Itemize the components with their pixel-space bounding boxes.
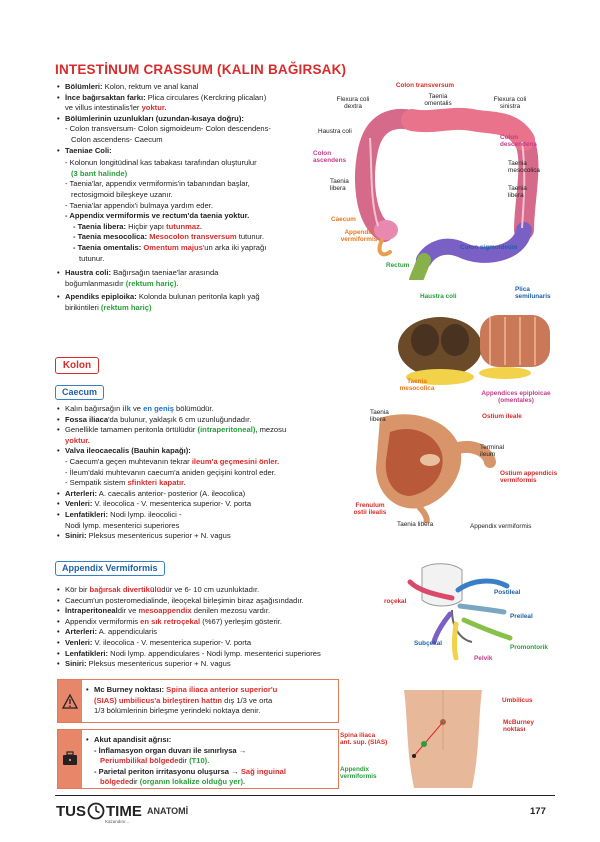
label-promontorik: Promontorik xyxy=(510,644,548,651)
label-terminal-ileum: Terminal ileum xyxy=(480,444,505,459)
caecum-list xyxy=(57,404,372,542)
appendix-list xyxy=(57,585,417,670)
label-preileal: Preileal xyxy=(510,613,533,620)
list-item: • İnce bağırsaktan farkı: Plica circulares (Kerckring plicaları) ve villus intestinalis'ler yoktur. xyxy=(57,93,322,114)
list-item: - Sempatik sistem sfinkteri kapatır. xyxy=(65,478,186,488)
list-item: • Valva ileocaecalis (Bauhin kapağı): xyxy=(57,446,372,457)
page-title: INTESTİNUM CRASSUM (KALIN BAĞIRSAK) xyxy=(55,62,347,77)
list-item: - Caecum'a geçen muhtevanın tekrar ileum'a geçmesini önler. xyxy=(65,456,280,466)
list-item: • Arterleri: A. appendicularis xyxy=(57,627,417,638)
mcburney-note xyxy=(57,679,339,723)
label-flexura-coli-sinistra: Flexura coli sinistra xyxy=(493,96,527,111)
page-number: 177 xyxy=(530,806,546,817)
list-item: - İleum'daki muhtevanın caecum'a aniden geçişini kontrol eder. xyxy=(65,467,277,477)
list-item: • Genellikle tamamen peritonla örtülüdür (intraperitoneal), mezosu yoktur. xyxy=(57,425,372,446)
list-item: • Bölümleri: Kolon, rektum ve anal kanal xyxy=(57,82,322,93)
label-taenia-mesocolica: Taenia mesocolica xyxy=(508,160,540,175)
list-item: - Taenia'lar, appendix vermiformis'in tabanından başlar, rectosigmoid bileşkeye uzanır. xyxy=(65,179,250,199)
label-subcekal: Subçekal xyxy=(414,640,443,647)
brand-left: TUS xyxy=(56,802,86,820)
appendicitis-note-text: • Akut apandisit ağrısı: - İnflamasyon organ duvarı ile sınırlıysa → Periumbilikal bölgededir (T10). - Parietal periton irritasyonu oluşursa → Sağ inguinal bölgededir (organın lokalize olduğu yer). xyxy=(86,735,332,788)
list-item: • Venleri: V. ileocolica - V. mesenterica superior- V. porta xyxy=(57,638,417,649)
label-appendix-vermiformis-detail: Appendix vermiformis xyxy=(470,523,532,530)
list-item: - Appendix vermiformis ve rectum'da taenia yoktur. xyxy=(65,211,250,221)
list-item: • Siniri: Pleksus mesentericus superior + N. vagus xyxy=(57,531,372,542)
section-heading-appendix: Appendix Vermiformis xyxy=(55,561,165,576)
label-caecum: Caecum xyxy=(331,216,356,223)
clock-icon xyxy=(87,802,105,820)
label-colon-sigmoideum: Colon sigmoideum xyxy=(460,244,518,251)
mcburney-abdomen-figure xyxy=(398,690,488,788)
list-item: • Bölümlerinin uzunlukları (uzundan-kısaya doğru): xyxy=(57,114,322,125)
label-retrocekal: roçekal xyxy=(384,598,407,605)
label-spina-iliaca: Spina iliaca ant. sup. (SIAS) xyxy=(340,732,388,747)
list-item: • Apendiks epiploika: Kolonda bulunan peritonla kaplı yağ birikintileri (rektum hariç) xyxy=(57,292,322,313)
label-umbilicus: Umbilicus xyxy=(502,697,533,704)
label-taenia-libera-left: Taenia libera xyxy=(330,178,349,193)
appendicitis-note xyxy=(57,729,339,789)
label-haustra-coli-detail: Haustra coli xyxy=(420,293,457,300)
label-taenia-libera-right: Taenia libera xyxy=(508,185,527,200)
list-item: • Haustra coli: Bağırsağın taeniae'lar arasında boğumlanmasıdır (rektum hariç). xyxy=(57,268,322,289)
label-flexura-coli-dextra: Flexura coli dextra xyxy=(336,96,370,111)
briefcase-icon xyxy=(58,730,82,790)
label-mcburney-noktasi: McBurney noktası xyxy=(503,719,534,734)
label-taenia-mesocolica-detail: Taenia mesocolica xyxy=(399,378,435,393)
list-item: • Kalın bağırsağın ilk ve en geniş bölümüdür. xyxy=(57,404,372,415)
label-taenia-libera-top: Taenia libera xyxy=(370,409,389,424)
footer-divider xyxy=(55,795,555,796)
list-item: - Taenia mesocolica: Mesocolon transversum tutunur. xyxy=(73,232,265,242)
label-appendix-vermiformis: Appendix vermiformis xyxy=(340,229,378,244)
warning-icon-box xyxy=(58,680,82,722)
list-item: • Siniri: Pleksus mesentericus superior + N. vagus xyxy=(57,659,417,670)
label-rectum: Rectum xyxy=(386,262,410,269)
label-colon-transversum: Colon transversum xyxy=(395,82,455,89)
label-haustra-coli: Haustra coli xyxy=(318,128,352,135)
brand-right: TIME xyxy=(106,802,142,820)
label-colon-descendens: Colon descendens xyxy=(500,134,537,149)
list-item: • Taeniae Coli: xyxy=(57,146,322,157)
list-item: Colon ascendens- Caecum xyxy=(71,134,163,144)
list-item: • Appendix vermiformis en sık retroçekal (%67) yerleşim gösterir. xyxy=(57,617,417,628)
section-label-kolon: Kolon xyxy=(55,357,99,374)
label-pelvik: Pelvik xyxy=(474,655,493,662)
intro-list xyxy=(57,82,322,313)
label-frenulum: Frenulum ostii ilealis xyxy=(353,502,387,517)
list-item: • Caecum'un posteromedialinde, ileoçekal birleşimin biraz aşağısındadır. xyxy=(57,596,417,607)
list-item: • İntraperitonealdir ve mesoappendix denilen mezosu vardır. xyxy=(57,606,417,617)
label-appendix-vermiformis-abdomen: Appendix vermiformis xyxy=(340,766,377,781)
label-colon-ascendens: Colon ascendens xyxy=(313,150,347,165)
mcburney-note-text: • Mc Burney noktası: Spina iliaca anterior superior'u (SIAS) umbilicus'a birleştiren hattın dış 1/3 ve orta 1/3 bölümlerinin birleşme yerindeki noktaya denir. xyxy=(86,685,332,717)
list-item: • Fossa iliaca'da bulunur, yaklaşık 6 cm uzunluğundadır. xyxy=(57,415,372,426)
section-heading-caecum: Caecum xyxy=(55,385,104,400)
list-item: • Arterleri: A. caecalis anterior- posterior (A. ileocolica) xyxy=(57,489,372,500)
list-item: - Taenia omentalis: Omentum majus'un arka iki yaprağı tutunur. xyxy=(73,242,267,263)
list-item: • Lenfatikleri: Nodi lymp. appendiculares - Nodi lymp. mesenterici superiores xyxy=(57,649,417,660)
list-item: - Taenia'lar appendix'i bulmaya yardım eder. xyxy=(65,200,213,210)
briefcase-icon-box xyxy=(58,730,82,788)
brand-tagline: Kazandırır... xyxy=(105,819,130,824)
label-taenia-omentalis: Taenia omentalis xyxy=(424,93,452,108)
subject-label: ANATOMİ xyxy=(147,806,189,816)
label-ostium-ileale: Ostium ileale xyxy=(482,413,522,420)
list-item: - Colon transversum- Colon sigmoideum- Colon descendens- xyxy=(65,124,271,134)
warning-icon xyxy=(58,680,82,724)
label-plica-semilunaris: Plica semilunaris xyxy=(515,286,551,301)
list-item: - Taenia libera: Hiçbir yapı tutunmaz. xyxy=(73,221,202,231)
label-appendices-epiploicae: Appendices epiploicae (omentales) xyxy=(481,390,551,405)
label-postileal: Postileal xyxy=(494,589,521,596)
list-item: • Kör bir bağırsak divertikülüdür ve 6- 10 cm uzunluktadır. xyxy=(57,585,417,596)
list-item: • Lenfatikleri: Nodi lymp. ileocolici - Nodi lymp. mesenterici superiores xyxy=(57,510,372,531)
label-taenia-libera-bottom: Taenia libera xyxy=(397,521,434,528)
label-ostium-appendicis: Ostium appendicis vermiformis xyxy=(500,470,558,485)
list-item: • Venleri: V. ileocolica - V. mesenterica superior- V. porta xyxy=(57,499,372,510)
list-item: - Kolonun longitüdinal kas tabakası tarafından oluşturulur (3 bant halinde) xyxy=(65,158,257,178)
